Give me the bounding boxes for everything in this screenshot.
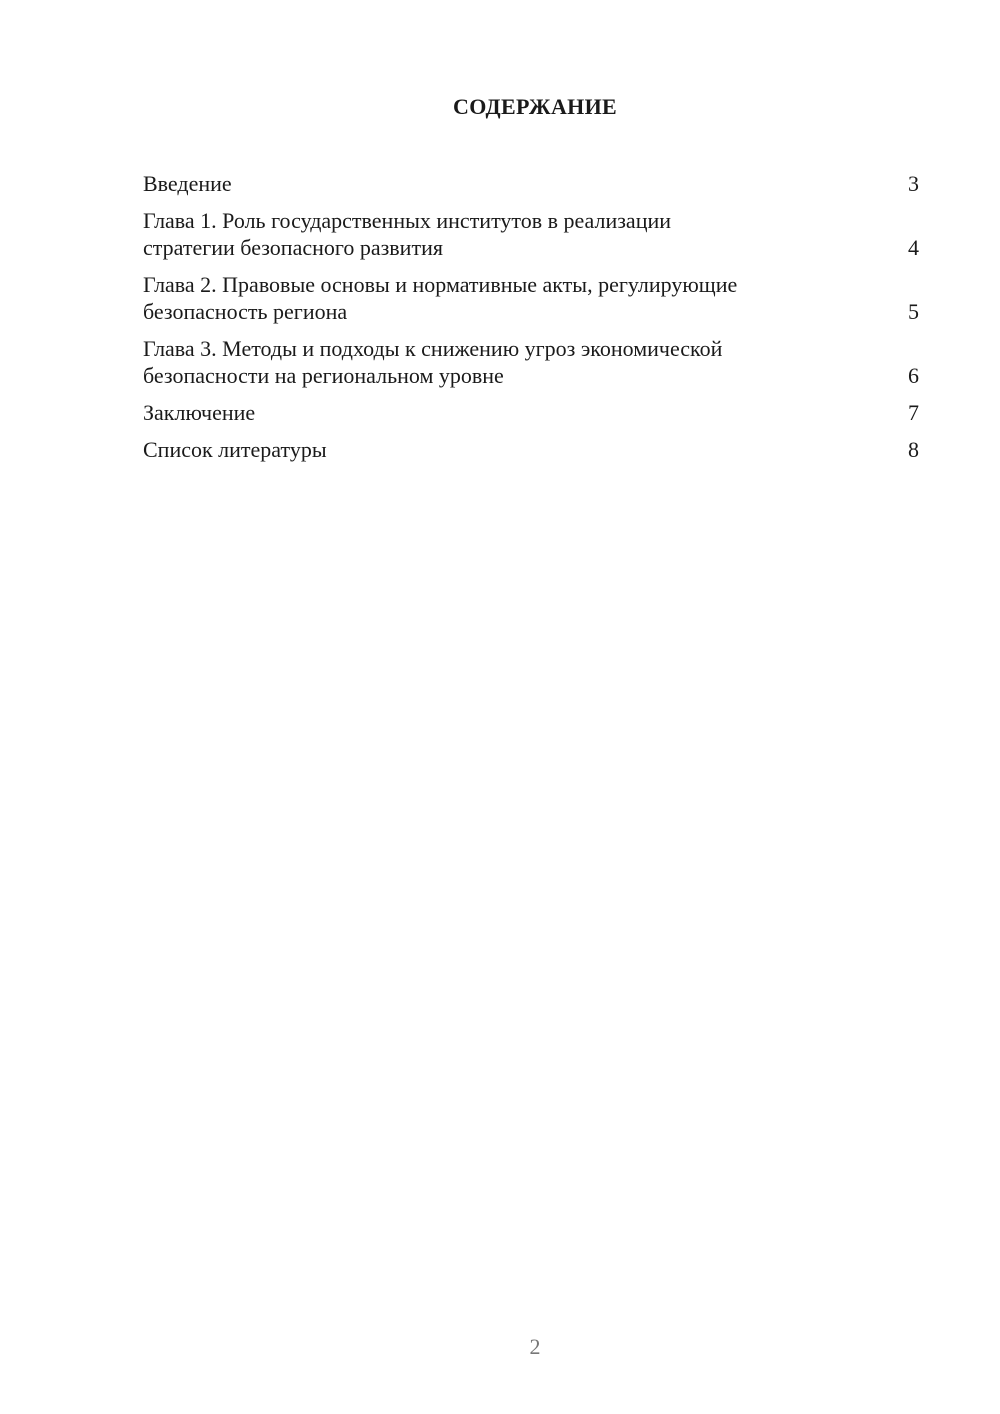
- toc-entry-line: безопасности на региональном уровне: [143, 363, 504, 388]
- toc-entry-line: Глава 1. Роль государственных институтов в реализации: [143, 208, 672, 233]
- toc-entry-text: [143, 399, 899, 426]
- page-footer-number: 2: [529, 1334, 541, 1359]
- toc-entry-line: стратегии безопасного развития: [143, 235, 443, 260]
- toc-page-number: 4: [908, 235, 919, 260]
- toc-title: СОДЕРЖАНИЕ: [453, 94, 617, 119]
- toc-entry-bibliography: [143, 436, 919, 463]
- toc-entry-conclusion: [143, 399, 919, 426]
- toc-entry-line: Глава 3. Методы и подходы к снижению угроз экономической: [143, 336, 723, 361]
- toc-entry-line: Глава 2. Правовые основы и нормативные акты, регулирующие: [143, 272, 738, 297]
- toc-entry-chapter-1: [143, 207, 919, 261]
- toc-page-number: 8: [908, 437, 919, 462]
- toc-entry-text: [143, 335, 899, 389]
- toc-page-number: 6: [908, 363, 919, 388]
- toc-entry-text: [143, 170, 899, 197]
- toc-page-number: 3: [908, 171, 919, 196]
- toc-list: [143, 170, 919, 473]
- toc-entry-chapter-3: [143, 335, 919, 389]
- toc-page-number: 5: [908, 299, 919, 324]
- toc-entry-line: Список литературы: [143, 437, 327, 462]
- toc-entry-line: безопасность региона: [143, 299, 348, 324]
- toc-entry-text: [143, 207, 899, 261]
- toc-entry-text: [143, 436, 899, 463]
- toc-page-number: 7: [908, 400, 919, 425]
- toc-entry-text: [143, 271, 899, 325]
- toc-entry-chapter-2: [143, 271, 919, 325]
- toc-entry-line: Заключение: [143, 400, 256, 425]
- toc-entry-line: Введение: [143, 171, 232, 196]
- toc-entry-introduction: [143, 170, 919, 197]
